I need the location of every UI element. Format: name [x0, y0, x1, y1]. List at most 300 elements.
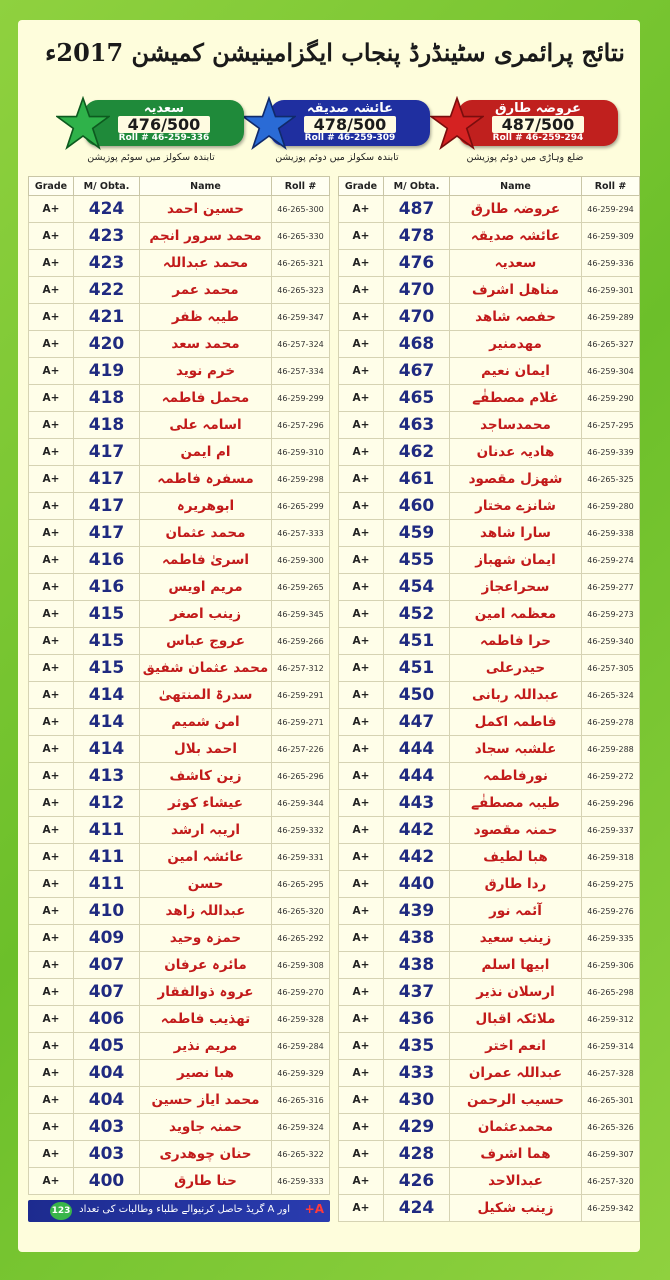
name-cell: ایمان شهباز	[450, 547, 582, 574]
grade-cell: A+	[29, 466, 74, 493]
name-cell: مهدمنير	[450, 331, 582, 358]
roll-number-cell: 46-259-291	[272, 682, 330, 709]
table-header-row	[339, 177, 640, 196]
header-name: Name	[450, 177, 582, 196]
table-row	[29, 1006, 330, 1033]
marks-cell: 440	[384, 871, 450, 898]
marks-cell: 415	[74, 655, 140, 682]
grade-cell: A+	[29, 925, 74, 952]
table-row	[339, 601, 640, 628]
table-row	[339, 358, 640, 385]
roll-number-cell: 46-259-337	[582, 817, 640, 844]
marks-cell: 468	[384, 331, 450, 358]
marks-cell: 414	[74, 709, 140, 736]
roll-number-cell: 46-259-310	[272, 439, 330, 466]
grade-cell: A+	[339, 601, 384, 628]
roll-number-cell: 46-259-304	[582, 358, 640, 385]
name-cell: عروہ ذوالفقار	[140, 979, 272, 1006]
grade-cell: A+	[339, 1033, 384, 1060]
grade-cell: A+	[29, 979, 74, 1006]
roll-number-cell: 46-259-298	[272, 466, 330, 493]
name-cell: تهذیب فاطمہ	[140, 1006, 272, 1033]
roll-number-cell: 46-259-278	[582, 709, 640, 736]
table-row	[339, 898, 640, 925]
marks-cell: 411	[74, 817, 140, 844]
table-row	[339, 628, 640, 655]
roll-number-cell: 46-259-308	[272, 952, 330, 979]
grade-cell: A+	[339, 682, 384, 709]
topper-marks: 476/500	[118, 116, 210, 133]
roll-number-cell: 46-259-280	[582, 493, 640, 520]
header-marks: M/ Obta.	[384, 177, 450, 196]
roll-number-cell: 46-257-324	[272, 331, 330, 358]
results-table-left	[28, 176, 330, 1195]
star-icon	[56, 96, 110, 150]
topper-badge-1	[432, 100, 618, 180]
table-row	[29, 952, 330, 979]
grade-cell: A+	[339, 1114, 384, 1141]
table-row	[339, 1114, 640, 1141]
name-cell: مائرہ عرفان	[140, 952, 272, 979]
grade-cell: A+	[339, 331, 384, 358]
roll-number-cell: 46-265-299	[272, 493, 330, 520]
name-cell: محمد سرور انجم	[140, 223, 272, 250]
table-row	[339, 412, 640, 439]
grade-cell: A+	[339, 574, 384, 601]
name-cell: ابیها اسلم	[450, 952, 582, 979]
table-row	[339, 709, 640, 736]
name-cell: سارا شاهد	[450, 520, 582, 547]
name-cell: حسن	[140, 871, 272, 898]
table-row	[339, 331, 640, 358]
name-cell: مسفرہ فاطمہ	[140, 466, 272, 493]
roll-number-cell: 46-265-301	[582, 1087, 640, 1114]
grade-cell: A+	[29, 898, 74, 925]
table-row	[29, 1114, 330, 1141]
roll-number-cell: 46-259-312	[582, 1006, 640, 1033]
roll-number-cell: 46-265-292	[272, 925, 330, 952]
name-cell: اسامہ علی	[140, 412, 272, 439]
grade-cell: A+	[339, 1168, 384, 1195]
table-row	[29, 493, 330, 520]
grade-cell: A+	[339, 304, 384, 331]
name-cell: عبداللہ زاهد	[140, 898, 272, 925]
marks-cell: 435	[384, 1033, 450, 1060]
grade-cell: A+	[339, 358, 384, 385]
grade-cell: A+	[29, 412, 74, 439]
name-cell: عبداللہ عمران	[450, 1060, 582, 1087]
grade-cell: A+	[339, 385, 384, 412]
name-cell: حمزہ وحید	[140, 925, 272, 952]
name-cell: محمل فاطمہ	[140, 385, 272, 412]
topper-badge-3	[58, 100, 244, 180]
grade-cell: A+	[29, 520, 74, 547]
roll-number-cell: 46-259-338	[582, 520, 640, 547]
table-row	[29, 1060, 330, 1087]
roll-number-cell: 46-259-333	[272, 1168, 330, 1195]
roll-number-cell: 46-259-339	[582, 439, 640, 466]
name-cell: عروج عباس	[140, 628, 272, 655]
table-row	[339, 304, 640, 331]
roll-number-cell: 46-257-296	[272, 412, 330, 439]
grade-cell: A+	[339, 898, 384, 925]
roll-number-cell: 46-259-290	[582, 385, 640, 412]
table-row	[29, 979, 330, 1006]
header-roll: Roll #	[582, 177, 640, 196]
name-cell: طیبہ مصطفٰے	[450, 790, 582, 817]
name-cell: آئمہ نور	[450, 898, 582, 925]
name-cell: زینب سعید	[450, 925, 582, 952]
grade-cell: A+	[29, 952, 74, 979]
grade-cell: A+	[29, 628, 74, 655]
marks-cell: 429	[384, 1114, 450, 1141]
table-row	[29, 1141, 330, 1168]
marks-cell: 405	[74, 1033, 140, 1060]
name-cell: محمدعثمان	[450, 1114, 582, 1141]
topper-badge-2	[244, 100, 430, 180]
grade-cell: A+	[339, 1141, 384, 1168]
table-row	[29, 1033, 330, 1060]
name-cell: انعم اختر	[450, 1033, 582, 1060]
table-row	[339, 1195, 640, 1222]
roll-number-cell: 46-265-298	[582, 979, 640, 1006]
name-cell: شانزے مختار	[450, 493, 582, 520]
marks-cell: 418	[74, 385, 140, 412]
name-cell: سعدیہ	[450, 250, 582, 277]
count-badge: 123	[50, 1202, 72, 1220]
roll-number-cell: 46-259-288	[582, 736, 640, 763]
table-row	[29, 898, 330, 925]
table-row	[339, 790, 640, 817]
grade-cell: A+	[29, 709, 74, 736]
topper-marks: 487/500	[492, 116, 584, 133]
name-cell: حمنہ مقصود	[450, 817, 582, 844]
name-cell: عروضہ طارق	[450, 196, 582, 223]
marks-cell: 417	[74, 466, 140, 493]
table-row	[29, 871, 330, 898]
name-cell: محمد عبداللہ	[140, 250, 272, 277]
grade-cell: A+	[29, 385, 74, 412]
table-row	[339, 1168, 640, 1195]
roll-number-cell: 46-259-332	[272, 817, 330, 844]
marks-cell: 406	[74, 1006, 140, 1033]
marks-cell: 412	[74, 790, 140, 817]
roll-number-cell: 46-259-306	[582, 952, 640, 979]
grade-cell: A+	[29, 358, 74, 385]
grade-cell: A+	[339, 736, 384, 763]
grade-cell: A+	[339, 250, 384, 277]
marks-cell: 442	[384, 817, 450, 844]
marks-cell: 465	[384, 385, 450, 412]
grade-cell: A+	[29, 1033, 74, 1060]
name-cell: شهزل مقصود	[450, 466, 582, 493]
table-row	[29, 547, 330, 574]
table-row	[29, 277, 330, 304]
name-cell: حمنہ جاوید	[140, 1114, 272, 1141]
name-cell: عبداللہ ربانی	[450, 682, 582, 709]
roll-number-cell: 46-259-340	[582, 628, 640, 655]
marks-cell: 467	[384, 358, 450, 385]
marks-cell: 413	[74, 763, 140, 790]
table-row	[29, 412, 330, 439]
topper-roll: Roll # 46-259-336	[118, 133, 210, 143]
marks-cell: 400	[74, 1168, 140, 1195]
marks-cell: 439	[384, 898, 450, 925]
grade-cell: A+	[29, 547, 74, 574]
name-cell: سحراعجاز	[450, 574, 582, 601]
roll-number-cell: 46-259-273	[582, 601, 640, 628]
roll-number-cell: 46-259-347	[272, 304, 330, 331]
table-row	[339, 952, 640, 979]
topper-position: ضلع وہاڑی میں دوئم پوزیشن	[466, 152, 584, 163]
marks-cell: 461	[384, 466, 450, 493]
name-cell: امن شمیم	[140, 709, 272, 736]
table-row	[29, 682, 330, 709]
grade-cell: A+	[339, 277, 384, 304]
grade-cell: A+	[29, 736, 74, 763]
roll-number-cell: 46-259-272	[582, 763, 640, 790]
roll-number-cell: 46-259-301	[582, 277, 640, 304]
table-row	[29, 844, 330, 871]
grade-cell: A+	[339, 1087, 384, 1114]
roll-number-cell: 46-259-336	[582, 250, 640, 277]
table-row	[29, 790, 330, 817]
name-cell: مناهل اشرف	[450, 277, 582, 304]
marks-cell: 420	[74, 331, 140, 358]
table-row	[339, 763, 640, 790]
roll-number-cell: 46-259-289	[582, 304, 640, 331]
roll-number-cell: 46-265-320	[272, 898, 330, 925]
name-cell: مریم اویس	[140, 574, 272, 601]
marks-cell: 470	[384, 304, 450, 331]
topper-name: سعدیہ	[143, 101, 185, 116]
table-row	[29, 574, 330, 601]
table-row	[29, 655, 330, 682]
table-row	[29, 304, 330, 331]
marks-cell: 414	[74, 682, 140, 709]
marks-cell: 421	[74, 304, 140, 331]
table-row	[339, 736, 640, 763]
roll-number-cell: 46-259-266	[272, 628, 330, 655]
roll-number-cell: 46-259-344	[272, 790, 330, 817]
marks-cell: 423	[74, 223, 140, 250]
roll-number-cell: 46-265-325	[582, 466, 640, 493]
header-grade: Grade	[339, 177, 384, 196]
name-cell: ایمان نعیم	[450, 358, 582, 385]
marks-cell: 404	[74, 1060, 140, 1087]
roll-number-cell: 46-259-296	[582, 790, 640, 817]
grade-cell: A+	[29, 1114, 74, 1141]
roll-number-cell: 46-259-284	[272, 1033, 330, 1060]
name-cell: اریبہ ارشد	[140, 817, 272, 844]
name-cell: محمد عثمان شفیق	[140, 655, 272, 682]
grade-cell: A+	[339, 1060, 384, 1087]
roll-number-cell: 46-257-295	[582, 412, 640, 439]
table-row	[339, 466, 640, 493]
marks-cell: 415	[74, 628, 140, 655]
name-cell: مریم نذیر	[140, 1033, 272, 1060]
name-cell: عیشاء کوثر	[140, 790, 272, 817]
name-cell: حنا طارق	[140, 1168, 272, 1195]
grade-cell: A+	[29, 682, 74, 709]
marks-cell: 459	[384, 520, 450, 547]
marks-cell: 430	[384, 1087, 450, 1114]
table-row	[29, 1087, 330, 1114]
topper-name: عروضہ طارق	[495, 101, 581, 116]
roll-number-cell: 46-265-321	[272, 250, 330, 277]
marks-cell: 443	[384, 790, 450, 817]
table-row	[29, 1168, 330, 1195]
grade-cell: A+	[339, 466, 384, 493]
marks-cell: 476	[384, 250, 450, 277]
name-cell: هبا لطیف	[450, 844, 582, 871]
grade-cell: A+	[339, 952, 384, 979]
roll-number-cell: 46-265-326	[582, 1114, 640, 1141]
grade-cell: A+	[339, 844, 384, 871]
marks-cell: 416	[74, 547, 140, 574]
table-row	[339, 871, 640, 898]
grade-cell: A+	[339, 223, 384, 250]
name-cell: احمد بلال	[140, 736, 272, 763]
marks-cell: 415	[74, 601, 140, 628]
table-row	[339, 493, 640, 520]
roll-number-cell: 46-257-226	[272, 736, 330, 763]
marks-cell: 416	[74, 574, 140, 601]
roll-number-cell: 46-257-334	[272, 358, 330, 385]
marks-cell: 403	[74, 1114, 140, 1141]
marks-cell: 423	[74, 250, 140, 277]
grade-cell: A+	[339, 1195, 384, 1222]
table-row	[339, 223, 640, 250]
marks-cell: 442	[384, 844, 450, 871]
roll-number-cell: 46-259-275	[582, 871, 640, 898]
marks-cell: 437	[384, 979, 450, 1006]
table-row	[339, 547, 640, 574]
grade-cell: A+	[29, 196, 74, 223]
roll-number-cell: 46-259-329	[272, 1060, 330, 1087]
topper-position: تابندہ سکولز میں سوئم پوزیشن	[87, 152, 215, 163]
grade-cell: A+	[29, 871, 74, 898]
marks-cell: 462	[384, 439, 450, 466]
table-row	[29, 223, 330, 250]
banner-text: اور A گریڈ حاصل کرنیوالے طلباء وطالبات کی تعداد	[79, 1204, 290, 1215]
roll-number-cell: 46-257-328	[582, 1060, 640, 1087]
roll-number-cell: 46-265-322	[272, 1141, 330, 1168]
grade-cell: A+	[29, 439, 74, 466]
table-row	[29, 520, 330, 547]
marks-cell: 424	[384, 1195, 450, 1222]
grade-cell: A+	[29, 277, 74, 304]
roll-number-cell: 46-259-276	[582, 898, 640, 925]
name-cell: معظمہ امین	[450, 601, 582, 628]
name-cell: سدرۃ المنتهیٰ	[140, 682, 272, 709]
name-cell: ملائکہ اقبال	[450, 1006, 582, 1033]
table-row	[29, 466, 330, 493]
table-row	[29, 385, 330, 412]
results-table-right	[338, 176, 640, 1222]
grade-cell: A+	[339, 925, 384, 952]
name-cell: ردا طارق	[450, 871, 582, 898]
grade-cell: A+	[29, 844, 74, 871]
marks-cell: 444	[384, 763, 450, 790]
roll-number-cell: 46-265-330	[272, 223, 330, 250]
name-cell: زین کاشف	[140, 763, 272, 790]
page-title: نتائج پرائمری سٹینڈرڈ پنجاب ایگزامینیشن کمیشن 2017ء	[45, 38, 625, 67]
roll-number-cell: 46-259-271	[272, 709, 330, 736]
roll-number-cell: 46-259-314	[582, 1033, 640, 1060]
name-cell: محمد عثمان	[140, 520, 272, 547]
grade-cell: A+	[29, 790, 74, 817]
topper-roll: Roll # 46-259-294	[492, 133, 584, 143]
table-row	[339, 1141, 640, 1168]
name-cell: زینب اصغر	[140, 601, 272, 628]
roll-number-cell: 46-259-307	[582, 1141, 640, 1168]
table-row	[29, 763, 330, 790]
topper-marks: 478/500	[304, 116, 396, 133]
table-row	[29, 709, 330, 736]
grade-cell: A+	[29, 1168, 74, 1195]
grade-cell: A+	[29, 763, 74, 790]
name-cell: حسین احمد	[140, 196, 272, 223]
marks-cell: 455	[384, 547, 450, 574]
marks-cell: 411	[74, 871, 140, 898]
grade-cell: A+	[29, 817, 74, 844]
name-cell: ابوهریرہ	[140, 493, 272, 520]
table-row	[29, 817, 330, 844]
marks-cell: 414	[74, 736, 140, 763]
roll-number-cell: 46-265-316	[272, 1087, 330, 1114]
grade-cell: A+	[339, 196, 384, 223]
table-row	[339, 817, 640, 844]
name-cell: محمدساجد	[450, 412, 582, 439]
marks-cell: 428	[384, 1141, 450, 1168]
header-marks: M/ Obta.	[74, 177, 140, 196]
roll-number-cell: 46-259-274	[582, 547, 640, 574]
marks-cell: 450	[384, 682, 450, 709]
marks-cell: 433	[384, 1060, 450, 1087]
grade-cell: A+	[339, 790, 384, 817]
table-row	[339, 250, 640, 277]
grade-cell: A+	[339, 547, 384, 574]
grade-cell: A+	[339, 412, 384, 439]
grade-cell: A+	[339, 628, 384, 655]
table-row	[29, 250, 330, 277]
marks-cell: 417	[74, 439, 140, 466]
name-cell: حسیب الرحمن	[450, 1087, 582, 1114]
grade-cell: A+	[29, 223, 74, 250]
grade-cell: A+	[339, 709, 384, 736]
marks-cell: 454	[384, 574, 450, 601]
marks-cell: 452	[384, 601, 450, 628]
roll-number-cell: 46-257-305	[582, 655, 640, 682]
marks-cell: 438	[384, 952, 450, 979]
roll-number-cell: 46-265-295	[272, 871, 330, 898]
roll-number-cell: 46-265-323	[272, 277, 330, 304]
header-name: Name	[140, 177, 272, 196]
table-row	[339, 1087, 640, 1114]
roll-number-cell: 46-259-324	[272, 1114, 330, 1141]
name-cell: حیدرعلی	[450, 655, 582, 682]
grade-cell: A+	[29, 655, 74, 682]
table-row	[339, 385, 640, 412]
grade-cell: A+	[339, 439, 384, 466]
name-cell: هادیہ عدنان	[450, 439, 582, 466]
topper-name: عائشہ صدیقہ	[307, 101, 393, 116]
name-cell: عائشہ امین	[140, 844, 272, 871]
roll-number-cell: 46-259-299	[272, 385, 330, 412]
name-cell: فاطمہ اکمل	[450, 709, 582, 736]
grade-cell: A+	[29, 250, 74, 277]
